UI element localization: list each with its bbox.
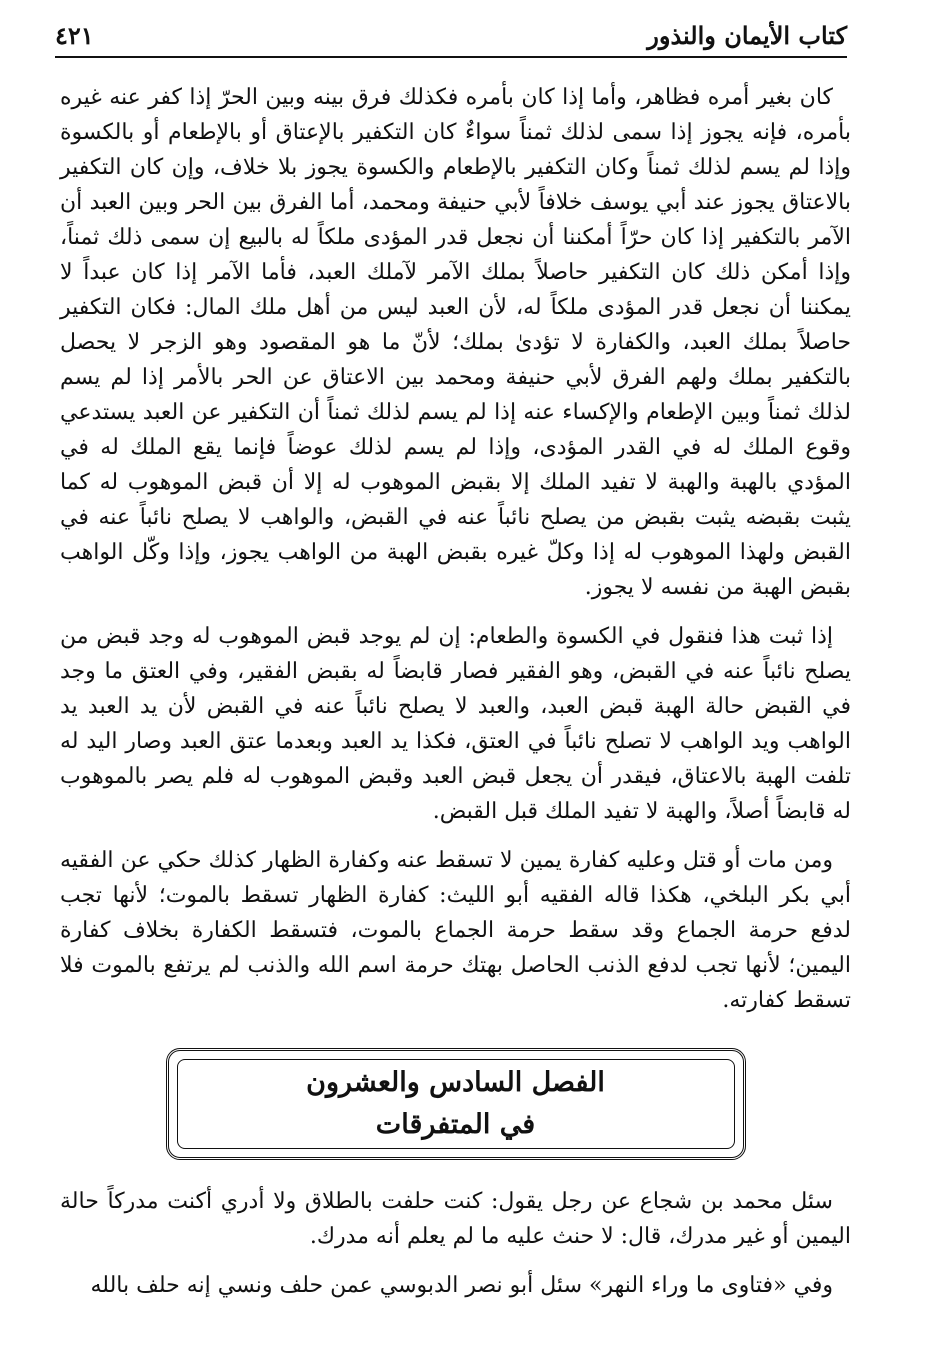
paragraph: سئل محمد بن شجاع عن رجل يقول: كنت حلفت بالطلاق ولا أدري أكنت مدركاً حالة اليمين أو غير مدرك، قال: لا حنث عليه ما لم يعلم أنه مدرك.: [60, 1189, 851, 1249]
paragraph: وفي «فتاوى ما وراء النهر» سئل أبو نصر الدبوسي عمن حلف ونسي إنه حلف بالله: [90, 1273, 833, 1298]
paragraph: إذا ثبت هذا فنقول في الكسوة والطعام: إن لم يوجد قبض الموهوب له وجد قبض من يصلح نائباً عنه في القبض، وهو الفقير فصار قابضاً له بقبض الفقير، وفي العتق ما وجد في القبض حالة الهبة قبض العبد، والعبد لا يصلح نائباً عنه في القبض لأن يد العبد يد الواهب ويد الواهب لا تصلح نائباً في العتق، فكذا يد العبد وبعدما عتق العبد وصار اليد له تلفت الهبة بالاعتاق، فيقدر أن يجعل قبض العبد وقبض الموهوب له فلم يصر بالموهوب له قابضاً أصلاً، والهبة لا تفيد الملك قبل القبض.: [60, 624, 852, 824]
section-title-box: [166, 1048, 746, 1160]
chapter-title: كتاب الأيمان والنذور: [647, 21, 847, 50]
section-title-line1: الفصل السادس والعشرون: [306, 1067, 605, 1098]
paragraph: ومن مات أو قتل وعليه كفارة يمين لا تسقط عنه وكفارة الظهار كذلك حكي عن الفقيه أبي بكر البلخي، هكذا قاله الفقيه أبو الليث: كفارة الظهار تسقط بالموت؛ لأنها تجب لدفع حرمة الجماع وقد سقط حرمة الجماع بالموت، فتسقط الكفارة بخلاف كفارة اليمين؛ لأنها تجب لدفع الذنب الحاصل بهتك حرمة اسم الله والذنب لم يرتفع بالموت فلا تسقط كفارته.: [60, 848, 851, 1013]
section-title-line2: في المتفرقات: [375, 1109, 536, 1140]
running-header: [55, 14, 847, 58]
paragraph: كان بغير أمره فظاهر، وأما إذا كان بأمره فكذلك فرق بينه وبين الحرّ إذا كفر عنه غيره بأمره، فإنه يجوز إذا سمى لذلك ثمناً سواءٌ كان التكفير بالإعتاق أو بالإطعام أو بالكسوة وإذا لم يسم لذلك ثمناً وكان التكفير بالإطعام والكسوة يجوز بلا خلاف، وإن كان التكفير بالاعتاق يجوز عند أبي يوسف خلافاً لأبي حنيفة ومحمد، أما الفرق بين الحر وبين العبد أن الآمر بالتكفير إذا كان حرّاً أمكننا أن نجعل قدر المؤدى ملكاً له بالبيع إن سمى ذلك ثمناً، وإذا أمكن ذلك كان التكفير حاصلاً بملك الآمر لآملك العبد، فأما الآمر إذا كان عبداً لا يمكننا أن نجعل قدر المؤدى ملكاً له، لأن العبد ليس من أهل ملك المال: فكان التكفير حاصلاً بملك العبد، والكفارة لا تؤدىٰ بملك؛ لأنّ ما هو المقصود وهو الزجر لا يحصل بالتكفير بملك ولهم الفرق لأبي حنيفة ومحمد بين الاعتاق عن الحر بالأمر إذا لم يسم لذلك ثمناً وبين الإطعام والإكساء عنه إذا لم يسم لذلك ثمناً أن التكفير عن العبد يستدعي وقوع الملك له في القدر المؤدى، وإذا لم يسم لذلك عوضاً فإنما يقع الملك له في المؤدي بالهبة والهبة لا تفيد الملك إلا بقبض الموهوب له إلا أن قبض الموهوب له كما يثبت بقبضه يثبت بقبض من يصلح نائباً عنه في القبض، والواهب لا يصلح نائباً عنه في القبض ولهذا الموهوب له إذا وكلّ غيره بقبض الهبة من الواهب يجوز، وإذا وكّل الواهب بقبض الهبة من نفسه لا يجوز.: [60, 85, 851, 600]
page-number: ٤٢١: [55, 21, 94, 50]
body-text: [60, 80, 851, 1317]
